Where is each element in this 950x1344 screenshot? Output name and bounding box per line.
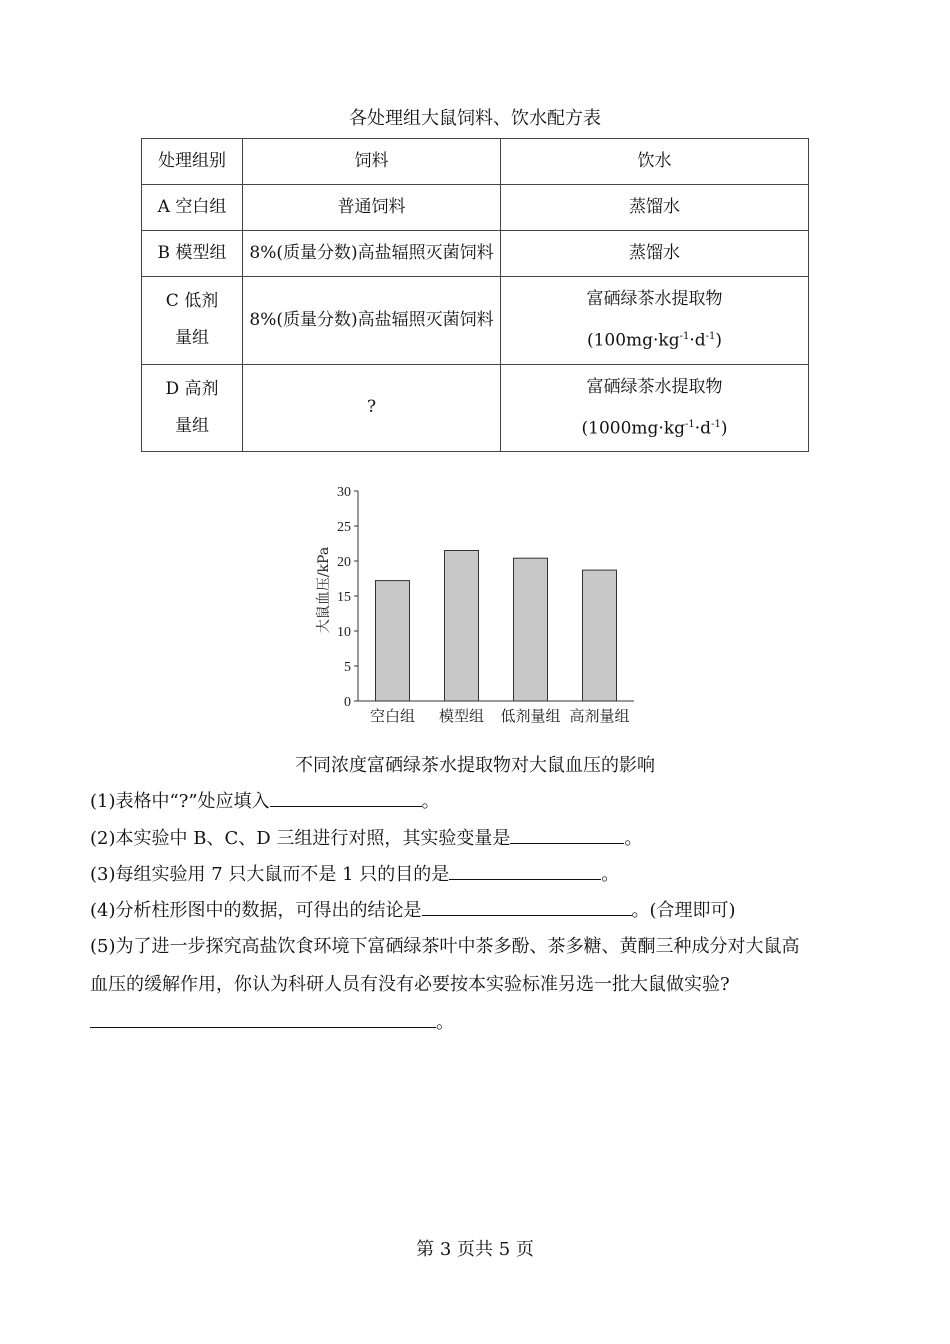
water-cell: 蒸馏水	[501, 231, 809, 277]
feed-cell: 8%(质量分数)高盐辐照灭菌饲料	[243, 231, 501, 277]
x-tick-label: 低剂量组	[500, 707, 561, 725]
page-footer: 第 3 页共 5 页	[416, 1239, 534, 1260]
water-cell	[501, 277, 809, 365]
answer-blank[interactable]	[90, 1009, 436, 1028]
table-row	[142, 364, 809, 452]
water-cell: 蒸馏水	[501, 185, 809, 231]
header-cell: 处理组别	[142, 139, 243, 185]
table-row	[142, 231, 809, 277]
x-tick-label: 空白组	[369, 707, 416, 725]
bar	[376, 581, 410, 701]
answer-blank[interactable]	[422, 897, 632, 916]
chart-title: 不同浓度富硒绿茶水提取物对大鼠血压的影响	[295, 755, 655, 776]
y-tick-label: 10	[337, 625, 351, 640]
y-tick-label: 25	[337, 520, 351, 535]
bar	[583, 570, 617, 701]
group-cell: A 空白组	[142, 185, 243, 231]
answer-blank[interactable]	[449, 861, 601, 880]
y-tick-label: 15	[337, 590, 351, 605]
question-4: (4)分析柱形图中的数据，可得出的结论是 。(合理即可)	[90, 896, 736, 922]
bar	[514, 558, 548, 701]
x-tick-label: 模型组	[438, 707, 485, 725]
table-row	[142, 185, 809, 231]
group-cell: C 低剂量组	[142, 277, 243, 365]
header-cell: 饲料	[243, 139, 501, 185]
feed-cell: 8%(质量分数)高盐辐照灭菌饲料	[243, 277, 501, 365]
group-cell: B 模型组	[142, 231, 243, 277]
table-header-row	[142, 139, 809, 185]
recipe-table	[141, 138, 809, 452]
bar-chart	[300, 482, 660, 732]
answer-blank[interactable]	[510, 825, 624, 844]
bar-chart-svg	[300, 482, 660, 732]
table-title: 各处理组大鼠饲料、饮水配方表	[349, 108, 601, 129]
question-5-line-1: (5)为了进一步探究高盐饮食环境下富硒绿茶叶中茶多酚、茶多糖、黄酮三种成分对大鼠高	[90, 936, 800, 957]
x-tick-label: 高剂量组	[569, 707, 630, 725]
feed-cell: ?	[243, 364, 501, 452]
question-5-answer: 。	[90, 1008, 454, 1034]
y-axis-label: 大鼠血压/kPa	[316, 546, 332, 634]
water-name: 富硒绿茶水提取物	[586, 376, 723, 397]
question-5-line-2: 血压的缓解作用，你认为科研人员有没有必要按本实验标准另选一批大鼠做实验?	[90, 974, 730, 995]
answer-blank[interactable]	[270, 788, 422, 807]
question-1: (1)表格中“?”处应填入 。	[90, 787, 440, 813]
water-cell	[501, 364, 809, 452]
y-tick-label: 0	[344, 695, 351, 710]
group-cell: D 高剂量组	[142, 364, 243, 452]
water-dose: $(100mg\cdot kg^{-1}\cdot d^{-1})$	[586, 330, 723, 351]
water-name: 富硒绿茶水提取物	[586, 289, 723, 309]
question-3: (3)每组实验用 7 只大鼠而不是 1 只的目的是 。	[90, 860, 619, 886]
question-2: (2)本实验中 B、C、D 三组进行对照，其实验变量是 。	[90, 824, 642, 850]
header-cell: 饮水	[501, 139, 809, 185]
y-tick-label: 30	[337, 485, 351, 500]
y-tick-label: 5	[344, 660, 351, 675]
feed-cell: 普通饲料	[243, 185, 501, 231]
table-row	[142, 277, 809, 365]
bar	[445, 551, 479, 702]
y-tick-label: 20	[337, 555, 351, 570]
water-dose: $(1000mg\cdot kg^{-1}\cdot d^{-1})$	[581, 418, 728, 439]
